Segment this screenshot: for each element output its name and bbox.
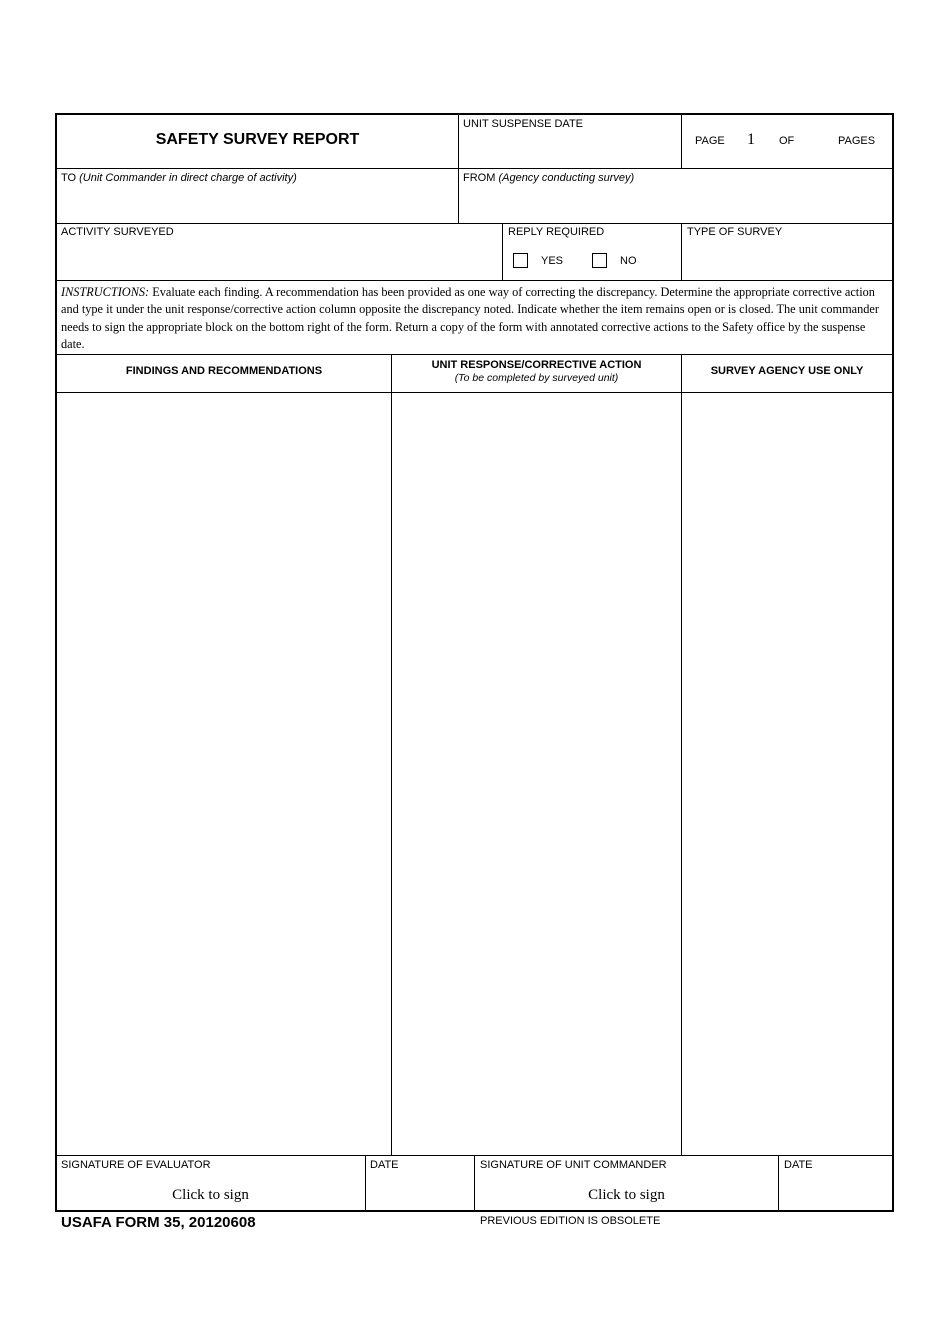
rule-row2 [55,223,894,224]
date-label-evaluator: DATE [370,1159,399,1171]
form-id: USAFA FORM 35, 20120608 [61,1214,256,1231]
type-of-survey-field[interactable] [683,241,891,279]
to-label-text: TO [61,172,77,184]
to-field[interactable] [57,187,457,222]
rule-row3 [55,280,894,281]
vrule-sig-1 [365,1155,366,1211]
rule-instructions [55,354,894,355]
date-field-evaluator[interactable] [367,1174,473,1209]
no-checkbox[interactable] [592,253,607,268]
to-label [61,172,297,185]
sig-evaluator-label: SIGNATURE OF EVALUATOR [61,1159,211,1171]
activity-surveyed-field[interactable] [57,241,501,279]
from-label [463,172,634,185]
findings-field[interactable] [57,394,390,1154]
col-header-unit-response [392,359,681,384]
col-header-survey-agency: SURVEY AGENCY USE ONLY [710,365,864,377]
form-title: SAFETY SURVEY REPORT [155,131,360,148]
pages-label: PAGES [838,135,876,147]
instructions-block [61,284,889,354]
col-header-findings: FINDINGS AND RECOMMENDATIONS [125,365,323,377]
vrule-top-1 [458,113,459,224]
sig-commander-label: SIGNATURE OF UNIT COMMANDER [480,1159,667,1171]
unit-suspense-date-field[interactable] [460,133,679,166]
instructions-heading: INSTRUCTIONS: [61,285,150,299]
form-border-top [55,113,894,115]
form-border-right [892,113,894,1212]
sign-evaluator-button[interactable]: Click to sign [172,1187,249,1203]
activity-surveyed-label: ACTIVITY SURVEYED [61,226,174,238]
of-label: OF [779,135,795,147]
unit-response-field[interactable] [393,394,680,1154]
col-header-unit-response-title: UNIT RESPONSE/CORRECTIVE ACTION [431,359,642,371]
yes-checkbox[interactable] [513,253,528,268]
vrule-activity-1 [502,223,503,281]
date-label-commander: DATE [784,1159,813,1171]
unit-suspense-date-label: UNIT SUSPENSE DATE [463,118,584,130]
type-of-survey-label: TYPE OF SURVEY [687,226,783,238]
previous-edition-notice: PREVIOUS EDITION IS OBSOLETE [480,1215,661,1227]
vrule-sig-2 [474,1155,475,1211]
rule-row1 [55,168,894,169]
yes-label: YES [541,255,564,267]
rule-col-headers [55,392,894,393]
from-label-text: FROM [463,172,496,184]
to-hint: (Unit Commander in direct charge of activity) [79,172,297,184]
no-label: NO [620,255,637,267]
page-label: PAGE [695,135,725,147]
vrule-col-2 [681,354,682,1156]
from-field[interactable] [460,187,891,222]
survey-agency-field[interactable] [683,394,891,1154]
date-field-commander[interactable] [780,1174,891,1209]
reply-required-label: REPLY REQUIRED [508,226,605,238]
from-hint: (Agency conducting survey) [498,172,635,184]
page-number[interactable]: 1 [747,131,755,148]
vrule-sig-3 [778,1155,779,1211]
sign-commander-button[interactable]: Click to sign [588,1187,665,1203]
vrule-top-2 [681,113,682,169]
col-header-unit-response-hint: (To be completed by surveyed unit) [454,372,619,384]
vrule-activity-2 [681,223,682,281]
instructions-text: Evaluate each finding. A recommendation has been provided as one way of correcting the discrepancy. Determine the appropriate corrective action and type it under the unit response/corrective action column opposite the discrepancy noted. Indicate whether the item remains open or is closed. The unit commander needs to sign the appropriate block on the bottom right of the form. Return a copy of the form with annotated corrective actions to the Safety office by the suspense date. [61,285,879,352]
vrule-col-1 [391,354,392,1156]
